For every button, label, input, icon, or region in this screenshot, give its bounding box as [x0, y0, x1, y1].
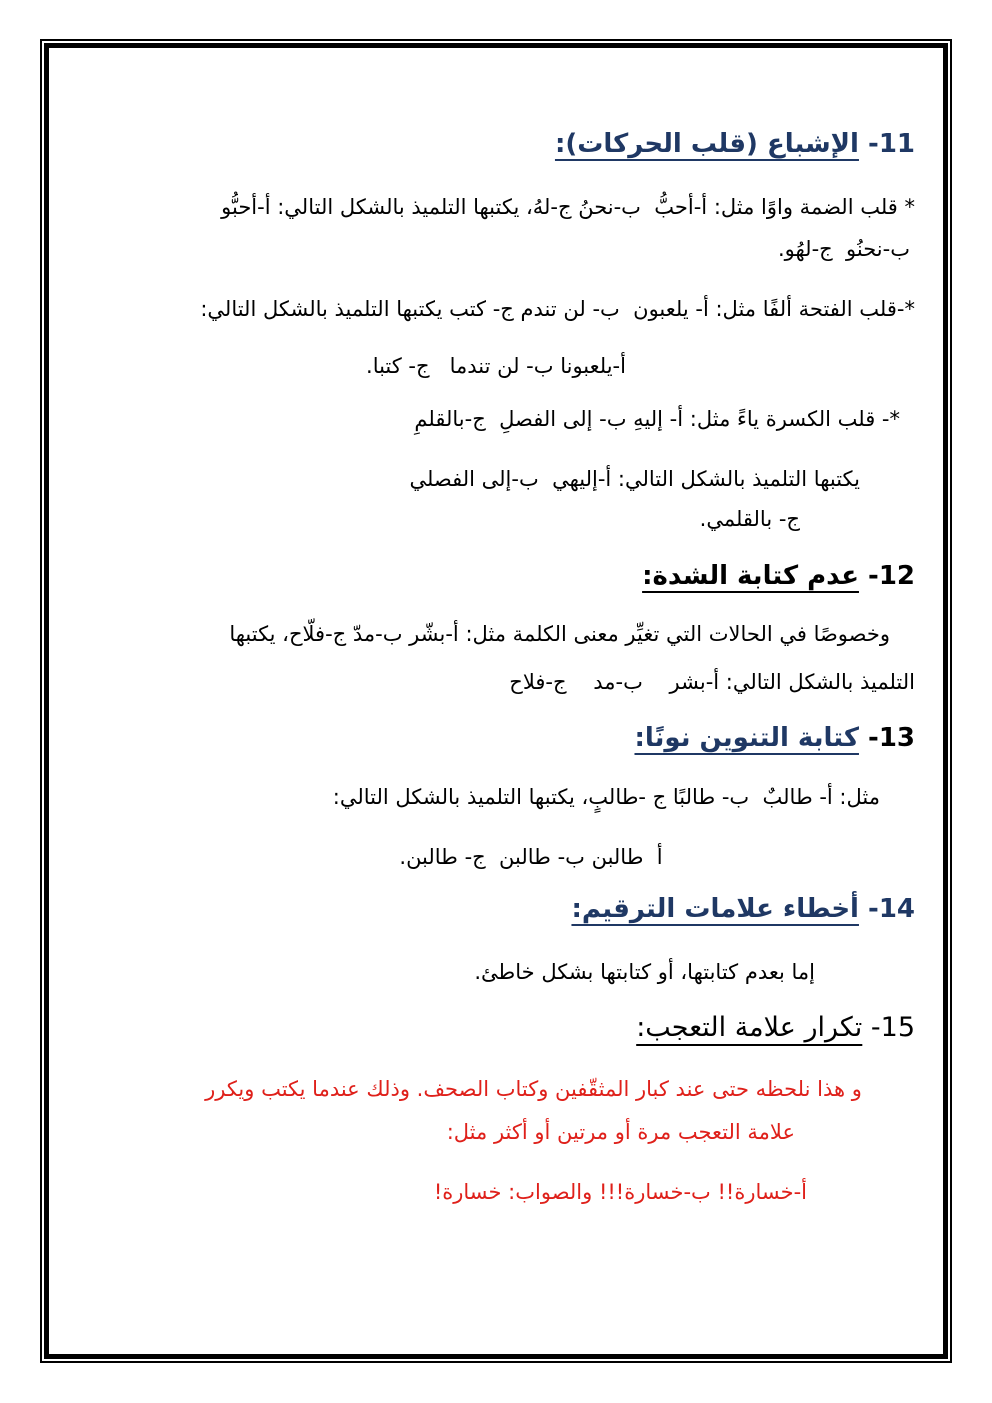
- heading-11-title: الإشباع (قلب الحركات):: [554, 129, 859, 159]
- paragraph-shadda-line-1: وخصوصًا في الحالات التي تغيِّر معنى الكلمة مثل: أ-بشّر ب-مدّ ج-فلّاح، يكتبها: [229, 622, 890, 646]
- paragraph-kasra-line-3: ج- بالقلمي.: [699, 507, 800, 531]
- heading-13-title: كتابة التنوين نونًا:: [634, 723, 859, 753]
- paragraph-exclamation-line-1: و هذا نلحظه حتى عند كبار المثقّفين وكتاب الصحف. وذلك عندما يكتب ويكرر: [205, 1077, 862, 1101]
- heading-11-number: 11-: [858, 129, 915, 159]
- paragraph-fatha-line-2: أ-يلعبونا ب- لن تندما ج- كتبا.: [366, 354, 626, 378]
- paragraph-kasra-line-1: *- قلب الكسرة ياءً مثل: أ- إليهِ ب- إلى الفصلِ ج-بالقلمِ: [414, 407, 900, 431]
- section-heading-14: [77, 892, 915, 926]
- heading-12-number: 12-: [858, 561, 915, 591]
- heading-12-title: عدم كتابة الشدة:: [642, 561, 859, 591]
- paragraph-tanween-line-2: أ طالبن ب- طالبن ج- طالبن.: [399, 845, 663, 869]
- paragraph-fatha-line-1: *-قلب الفتحة ألفًا مثل: أ- يلعبون ب- لن تندم ج- كتب يكتبها التلميذ بالشكل التالي:: [200, 297, 915, 321]
- paragraph-tanween-line-1: مثل: أ- طالبٌ ب- طالبًا ج -طالبٍ، يكتبها التلميذ بالشكل التالي:: [332, 785, 880, 809]
- paragraph-punctuation: إما بعدم كتابتها، أو كتابتها بشكل خاطئ.: [474, 960, 815, 984]
- heading-14-number: 14-: [858, 894, 915, 924]
- heading-15-title: تكرار علامة التعجب:: [636, 1012, 863, 1043]
- page-border-outer: [40, 39, 952, 1363]
- paragraph-damma-line-1: * قلب الضمة واوًا مثل: أ-أحبُّ ب-نحنُ ج-لهُ، يكتبها التلميذ بالشكل التالي: أ-أحبُّو: [221, 195, 915, 219]
- section-heading-12: [77, 559, 915, 593]
- document-page: [44, 43, 948, 1359]
- paragraph-shadda-line-2: التلميذ بالشكل التالي: أ-بشر ب-مد ج-فلاح: [509, 670, 915, 694]
- paragraph-damma-line-2: ب-نحنُو ج-لهُو.: [777, 237, 910, 261]
- heading-14-title: أخطاء علامات الترقيم:: [571, 894, 859, 924]
- section-heading-15: [77, 1011, 915, 1045]
- paragraph-kasra-line-2: يكتبها التلميذ بالشكل التالي: أ-إليهي ب-إلى الفصلي: [409, 467, 860, 491]
- heading-15-number: 15-: [862, 1012, 915, 1043]
- heading-13-number: 13-: [858, 723, 915, 753]
- section-heading-13: [77, 721, 915, 755]
- section-heading-11: [77, 127, 915, 161]
- paragraph-exclamation-example: أ-خسارة!! ب-خسارة!!! والصواب: خسارة!: [433, 1180, 807, 1204]
- paragraph-exclamation-line-2: علامة التعجب مرة أو مرتين أو أكثر مثل:: [446, 1120, 795, 1144]
